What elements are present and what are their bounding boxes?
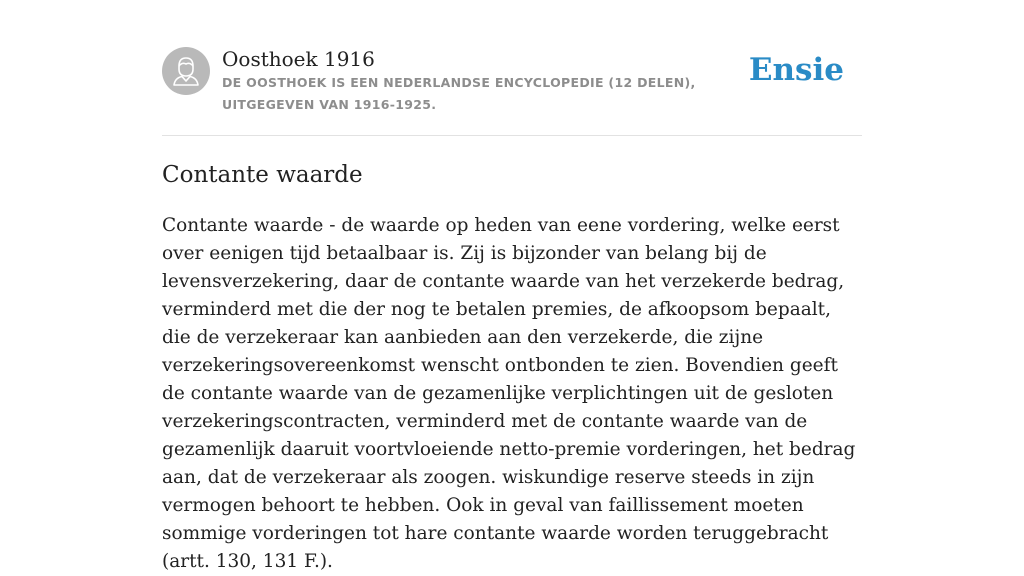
source-header (162, 46, 862, 116)
user-placeholder-icon (162, 47, 210, 95)
article-title: Contante waarde (162, 162, 363, 188)
source-name[interactable]: Oosthoek 1916 (222, 47, 375, 71)
source-description: DE OOSTHOEK IS EEN NEDERLANDSE ENCYCLOPEDIE (12 DELEN), UITGEGEVEN VAN 1916-1925. (222, 75, 696, 112)
header-divider (162, 135, 862, 136)
source-avatar[interactable] (162, 47, 210, 95)
article-body: Contante waarde - de waarde op heden van eene vordering, welke eerst over eenigen tijd betaalbaar is. Zij is bijzonder van belang bij de levensverzekering, daar de contante waarde van het verzekerde bedrag, verminderd met die der nog te betalen premies, de afkoopsom bepaalt, die de verzekeraar kan aanbieden aan den verzekerde, die zijne verzekeringsovereenkomst wenscht ontbonden te zien. Bovendien geeft de contante waarde van de gezamenlijke verplichtingen uit de gesloten verzekeringscontracten, verminderd met de contante waarde van de gezamenlijk daaruit voortvloeiende netto-premie vorderingen, het bedrag aan, dat de verzekeraar als zoogen. wiskundige reserve steeds in zijn vermogen behoort te hebben. Ook in geval van faillissement moeten sommige vorderingen tot hare contante waarde worden teruggebracht (artt. 130, 131 F.). (162, 215, 856, 572)
ensie-logo[interactable]: Ensie (748, 52, 844, 88)
